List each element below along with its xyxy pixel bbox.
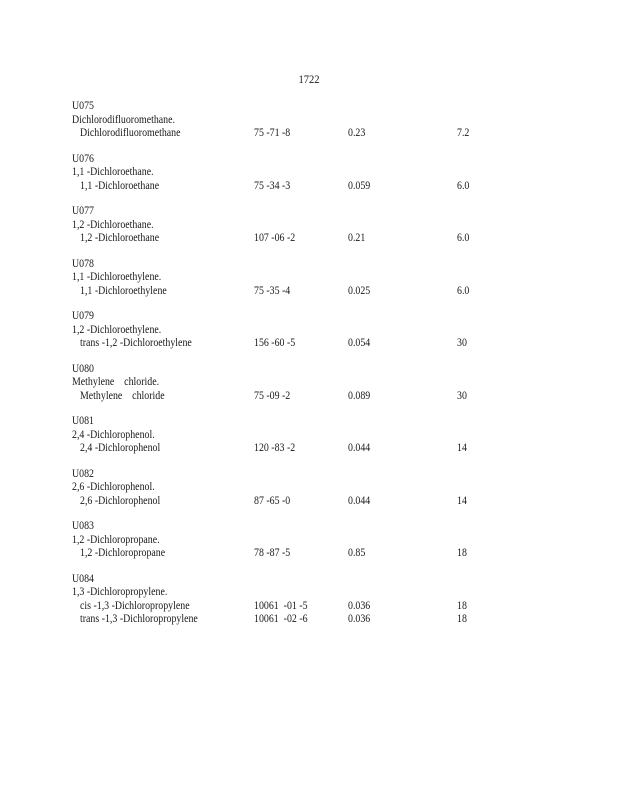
constituent-row — [72, 180, 572, 194]
constituent-row — [72, 613, 572, 627]
waste-name: Dichlorodifluoromethane. — [72, 113, 175, 126]
constituent-row — [72, 547, 572, 561]
waste-name: 1,2 -Dichloroethylene. — [72, 323, 162, 336]
waste-code-line — [72, 520, 572, 534]
waste-entry — [72, 363, 572, 404]
constituent-row — [72, 390, 572, 404]
waste-name: 1,1 -Dichloroethane. — [72, 166, 154, 178]
constituent-row — [72, 232, 572, 246]
ww-standard-value: 0.054 — [348, 337, 371, 349]
waste-name: 1,2 -Dichloroethane. — [72, 218, 154, 231]
constituent-row — [72, 495, 572, 509]
waste-entry — [72, 573, 572, 627]
waste-code-line — [72, 363, 572, 377]
waste-code-line — [72, 258, 572, 272]
nww-standard-value: 6.0 — [457, 284, 470, 297]
waste-name: 2,6 -Dichlorophenol. — [72, 481, 155, 493]
constituent-name: 1,1 -Dichloroethane — [80, 179, 160, 192]
waste-entry — [72, 415, 572, 456]
cas-number: 75 -35 -4 — [254, 284, 291, 297]
page-number: 1722 — [298, 72, 320, 86]
cas-number: 75 -71 -8 — [254, 127, 291, 139]
ww-standard-value: 0.85 — [348, 547, 366, 559]
ww-standard-value: 0.036 — [348, 599, 371, 612]
ww-standard-value: 0.036 — [348, 613, 371, 625]
ww-standard-value: 0.044 — [348, 442, 371, 454]
constituent-row — [72, 285, 572, 299]
cas-number: 107 -06 -2 — [254, 232, 296, 244]
waste-code: U083 — [72, 520, 94, 532]
ww-standard-value: 0.21 — [348, 232, 366, 244]
waste-code: U075 — [72, 100, 94, 112]
waste-code-line — [72, 415, 572, 429]
waste-name-line — [72, 219, 572, 233]
nww-standard-value: 14 — [457, 494, 467, 507]
waste-code: U081 — [72, 415, 94, 427]
waste-code-line — [72, 205, 572, 219]
waste-name: 1,3 -Dichloropropylene. — [72, 586, 168, 598]
constituent-name: trans -1,3 -Dichloropropylene — [80, 613, 198, 625]
waste-code: U082 — [72, 467, 94, 480]
constituent-name: 1,2 -Dichloroethane — [80, 232, 160, 244]
waste-code: U077 — [72, 205, 94, 217]
constituent-row — [72, 337, 572, 351]
ww-standard-value: 0.23 — [348, 127, 366, 139]
waste-code: U076 — [72, 152, 94, 165]
waste-entry — [72, 258, 572, 299]
waste-name-line — [72, 166, 572, 180]
nww-standard-value: 14 — [457, 442, 467, 454]
constituent-name: cis -1,3 -Dichloropropylene — [80, 599, 190, 612]
cas-number: 87 -65 -0 — [254, 494, 291, 507]
waste-name-line — [72, 324, 572, 338]
waste-name: Methylene chloride. — [72, 376, 160, 388]
cas-number: 120 -83 -2 — [254, 442, 296, 454]
waste-name-line — [72, 114, 572, 128]
waste-name-line — [72, 271, 572, 285]
nww-standard-value: 30 — [457, 337, 467, 349]
ww-standard-value: 0.025 — [348, 284, 371, 297]
waste-code-line — [72, 153, 572, 167]
nww-standard-value: 18 — [457, 547, 467, 559]
nww-standard-value: 30 — [457, 389, 467, 402]
waste-name: 1,1 -Dichloroethylene. — [72, 271, 162, 283]
cas-number: 10061 -02 -6 — [254, 613, 308, 625]
cas-number: 78 -87 -5 — [254, 547, 291, 559]
nww-standard-value: 6.0 — [457, 232, 470, 244]
waste-code: U078 — [72, 257, 94, 270]
nww-standard-value: 7.2 — [457, 127, 470, 139]
waste-code-line — [72, 100, 572, 114]
waste-entry — [72, 310, 572, 351]
cas-number: 75 -34 -3 — [254, 179, 291, 192]
constituent-name: trans -1,2 -Dichloroethylene — [80, 337, 192, 349]
cas-number: 10061 -01 -5 — [254, 599, 308, 612]
waste-code: U079 — [72, 310, 94, 322]
waste-code-line — [72, 310, 572, 324]
nww-standard-value: 18 — [457, 599, 467, 612]
constituent-name: Methylene chloride — [80, 389, 165, 402]
waste-entry — [72, 468, 572, 509]
waste-code-line — [72, 468, 572, 482]
waste-entry — [72, 100, 572, 141]
waste-entry — [72, 205, 572, 246]
ww-standard-value: 0.044 — [348, 494, 371, 507]
waste-name: 1,2 -Dichloropropane. — [72, 533, 160, 546]
waste-name: 2,4 -Dichlorophenol. — [72, 428, 155, 441]
constituent-name: 2,6 -Dichlorophenol — [80, 494, 161, 507]
waste-entry — [72, 520, 572, 561]
waste-code: U084 — [72, 572, 94, 585]
constituent-row — [72, 442, 572, 456]
nww-standard-value: 6.0 — [457, 179, 470, 192]
cas-number: 156 -60 -5 — [254, 337, 296, 349]
waste-name-line — [72, 429, 572, 443]
constituent-row — [72, 127, 572, 141]
cas-number: 75 -09 -2 — [254, 389, 291, 402]
nww-standard-value: 18 — [457, 613, 467, 625]
ww-standard-value: 0.059 — [348, 179, 371, 192]
waste-code-line — [72, 573, 572, 587]
constituent-name: Dichlorodifluoromethane — [80, 127, 181, 139]
waste-name-line — [72, 534, 572, 548]
waste-code: U080 — [72, 362, 94, 375]
constituent-name: 1,2 -Dichloropropane — [80, 547, 166, 559]
waste-entry — [72, 153, 572, 194]
constituent-name: 2,4 -Dichlorophenol — [80, 442, 161, 454]
constituent-row — [72, 600, 572, 614]
waste-code-list — [72, 100, 572, 639]
ww-standard-value: 0.089 — [348, 389, 371, 402]
constituent-name: 1,1 -Dichloroethylene — [80, 284, 167, 297]
waste-name-line — [72, 481, 572, 495]
waste-name-line — [72, 376, 572, 390]
waste-name-line — [72, 586, 572, 600]
